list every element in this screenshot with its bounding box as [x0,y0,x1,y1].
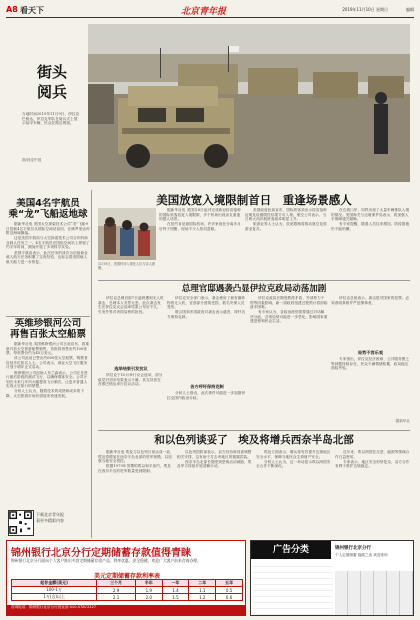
paragraph: 美国政府此前宣布，国际旅客须出示疫苗接种证明及检测阴性结果方可入境。航空公司表示，当日跨大西洋航班客座率明显上升。 [245,208,327,222]
paragraph: 伊拉克于10月举行议会选举，部分政党对初步结果表示不满，其支持者在首都巴格达举行抗议活动。 [98,373,163,387]
table-cell: 2.9 [97,587,136,594]
paragraph: 据新华社电 英国维珍银河公司日前宣布，将重新开放太空旅游船票销售，首批将再售出约100张票，每张票价约为45万美元。 [6,342,90,356]
israel-story-col2 [177,450,253,536]
iraq-story-col3 [250,296,328,429]
airport-reunion-photo [98,208,156,260]
ad-footer: 咨询电话：锦州银行北京分行营业部 010-57872227 [7,605,245,615]
paragraph: 有专家提醒，随着人员往来增加，防疫措施仍不能松懈。 [331,222,410,231]
paragraph: 伊拉克政局长期受教派矛盾、外部势力干预等因素影响。新一届政府组建过程预计将面临诸多困难。 [250,296,328,310]
main-story-col2 [245,208,328,278]
headline-line: 英维珍银河公司 [14,318,82,329]
left-story1-body [6,222,90,314]
paragraph: 联合国和多国政府对袭击表示谴责，呼吁各方保持克制。 [167,310,246,319]
paragraph: 据新华社电 美国自8日起对完成新冠疫苗接种的国际旅客放宽入境限制，多个机场出现亲友重逢的感人场景。 [159,208,241,222]
paragraph: 根据1979年签署的埃以和平条约，埃及在西奈半岛的驻军数量受到限制。 [98,464,171,473]
paragraph: 据新华社电 埃及与以色列日前达成一致，埃及将增加在西奈半岛北部的驻军规模，以加强当地安全管控。 [98,450,174,464]
iraq-subhead: 局势不容乐观 [357,350,384,355]
table-header: 五年 [216,580,243,587]
table-cell: 0.5 [216,587,243,594]
paragraph: 埃及方面表示，增兵将有效提升边境地区安全水平，保障当地民众生命财产安全。 [256,450,331,459]
israel-story-col4 [335,450,410,536]
military-parade-photo [88,24,410,182]
classified-ad-block[interactable] [250,540,414,616]
iraq-story-col4b [331,357,410,417]
classified-listings [253,561,333,615]
headline-line: 再售百张太空船票 [9,329,86,340]
left-story1-title [6,198,90,220]
ad-title: 锦州银行北京分行定期储蓄存款值得青睐 [11,548,191,559]
qr-line: 下载北京青年报 [36,512,64,517]
main-headline: 美国放宽入境限制首日 重逢场景感人 [156,193,352,207]
classified-bank-sub: 个人定期储蓄 稳健之选 欢迎垂询 [335,553,388,557]
paragraph: 分析人士认为，随着技术的成熟和成本的下降，太空旅游市场有望迎来快速发展。 [6,389,85,399]
iraq-headline: 总理官邸遇袭凸显伊拉克政局动荡加剧 [181,284,327,294]
airport-photo-caption: 11月8日，美国机场入境处人们与亲人团聚。 [98,262,156,270]
photo-title-line: 街头 [36,63,67,81]
rate-table-header-row [12,580,243,587]
qr-code-icon[interactable] [8,510,34,536]
iraq-subhead: 各方呼吁保持克制 [190,384,224,389]
qr-line: 看更多精彩内容 [36,517,64,523]
israel-story-col3 [256,450,332,536]
paragraph: 据新华社电 美国太空探索技术公司“龙”飞船9日搭载4名宇航员从国际空间站返回，在佛罗里达州附近海域溅落。 [6,222,90,236]
table-header: 二年 [189,580,216,587]
bank-deposit-ad[interactable] [6,540,246,616]
main-story-col1 [159,208,242,278]
rate-table [11,579,243,601]
page-number: A8 [6,5,18,14]
table-header: 三个月 [97,580,136,587]
iraq-credit: 据新华社 [395,419,410,423]
iraq-story-col2 [167,296,247,382]
table-cell: 1.9 [135,587,162,594]
iraq-subhead: 选举结果引发抗议 [114,366,148,371]
left-story2-body [6,342,90,508]
left-story2-title [6,318,90,340]
paragraph: 专家表示，地区安全形势复杂，双方合作有利于维护边境稳定。 [335,459,410,469]
table-cell: 100-1万 [12,587,97,594]
photo-title-line: 阅兵 [36,83,67,101]
headline-line: 乘“龙”飞船返地球 [8,209,88,220]
paragraph: 这是美国宇航局与太空探索技术公司合作的商业载人任务之一。4名宇航员在国际空间站上停留了约半年时间，期间开展了多项科学实验。 [6,236,90,250]
section-name: 看天下 [20,6,44,15]
paragraph: 伊拉克总统表示，袭击是对国家的犯罪，必须查明真相并严惩肇事者。 [331,296,410,305]
headline-line: 美国4名宇航员 [16,198,80,209]
photo-story-title [20,62,84,102]
paragraph: 维珍银河公司创始人布兰森表示，公司正在进行最后阶段的测试飞行，以确保乘客安全。公司计划在未来几年内大幅提高飞行频次，让更多普通人实现太空旅行的梦想。 [6,370,88,389]
photo-credit: 图/视觉中国 [22,158,42,162]
iraq-story-col1b [98,373,164,429]
paragraph: 美国宇航局表示，此次任务的成功为后续商业载人航天任务积累了宝贵经验，也标志着美国载人航天能力进一步恢复。 [6,250,88,264]
table-row [12,587,243,594]
paragraph: 在边境口岸，同样出现了大量车辆排队入境的情况。美国海关与边境保护局表示，将加强人手保障通关顺畅。 [331,208,410,222]
page-header [6,4,414,18]
masthead-logo: 北京青年报 [181,7,227,17]
table-header: 起存金额(美元) [12,580,97,587]
table-header: 半年 [135,580,162,587]
paragraph: 分析人士认为，这一举动显示埃以两国安全合作不断深化。 [256,459,331,469]
table-header: 一年 [162,580,189,587]
table-cell: 1.1 [189,587,216,594]
classified-strip [335,571,413,615]
editor-label: 编辑 [406,7,414,12]
table-cell: 1.2 [189,594,216,601]
table-cell: 1.4 [162,587,189,594]
rate-table-title: 美元定期储蓄存款利率表 [93,573,160,580]
paragraph: 该公司此前已售出约600张太空船票，购票者包括多位知名人士。公司表示，商业太空飞行服务计划于明年正式启动。 [6,356,88,370]
paragraph: 分析人士指出，此次事件可能进一步加剧伊拉克国内政治分歧。 [167,391,246,400]
iraq-story-col1 [98,296,164,364]
iraq-story-col2b [167,391,247,429]
iraq-story-col4 [331,296,410,348]
israel-egypt-headline: 和以色列谈妥了 埃及将增兵西奈半岛北部 [154,434,354,446]
table-cell: 2.0 [135,594,162,601]
table-row [12,594,243,601]
qr-caption [36,512,90,523]
paragraph: 伊拉克安全部门表示，袭击使用了载有爆炸物的无人机，官邸部分建筑受损，数名安保人员受伤。 [167,296,246,310]
classified-ad-title: 广告分类 [251,541,331,559]
paragraph: 西奈半岛北部长期受到恐怖活动威胁，埃及军方持续开展清剿行动。 [177,459,252,469]
israel-story-col1 [98,450,174,536]
paragraph: 以色列国防部表示，双方经协商同意调整相关安排，这有助于打击该地区的极端武装。 [177,450,252,459]
paragraph: 有专家认为，各政治派别需要通过对话解决分歧，否则局势可能进一步恶化，影响国家重建进程和民众生活。 [250,310,328,324]
issue-date: 2019年11月10日 星期日 [342,7,388,12]
table-cell: 1.5 [162,594,189,601]
paragraph: 专家指出，伊拉克经济困难、公共服务匮乏等问题持续存在，民众不满情绪积累，政局稳定面临考验。 [331,357,410,371]
main-story-col3 [331,208,410,278]
table-cell: 0.6 [216,594,243,601]
paragraph: 近年来，埃以两国在反恐、能源等领域合作日益密切。 [335,450,410,459]
table-cell: 1万(含)以上 [12,594,97,601]
photo-caption: 当地时间2019年11月9日，伊拉克巴格达，伊拉克军队在阅兵式上展示装甲车辆，民众在路边观看。 [22,112,80,126]
ad-text: 锦州银行北京分行面向个人客户推出多款定期储蓄存款产品，利率优惠，安全稳健，欢迎广大客户前来咨询办理。 [11,558,201,563]
paragraph: 旅游业界人士认为，放宽限制将推动航空及旅游业复苏。 [245,222,327,231]
paragraph: 伊拉克总理官邸7日凌晨遭到无人机袭击，总理本人安然无恙。此次袭击发生在伊拉克议会选举结果公布后不久，引发外界对该国局势的担忧。 [98,296,164,314]
paragraph: 在纽约肯尼迪国际机场，许多家庭在分离多月后终于团聚，现场不少人热泪盈眶。 [159,222,241,231]
table-cell: 2.1 [97,594,136,601]
classified-bank-name: 锦州银行北京分行 [335,546,371,551]
